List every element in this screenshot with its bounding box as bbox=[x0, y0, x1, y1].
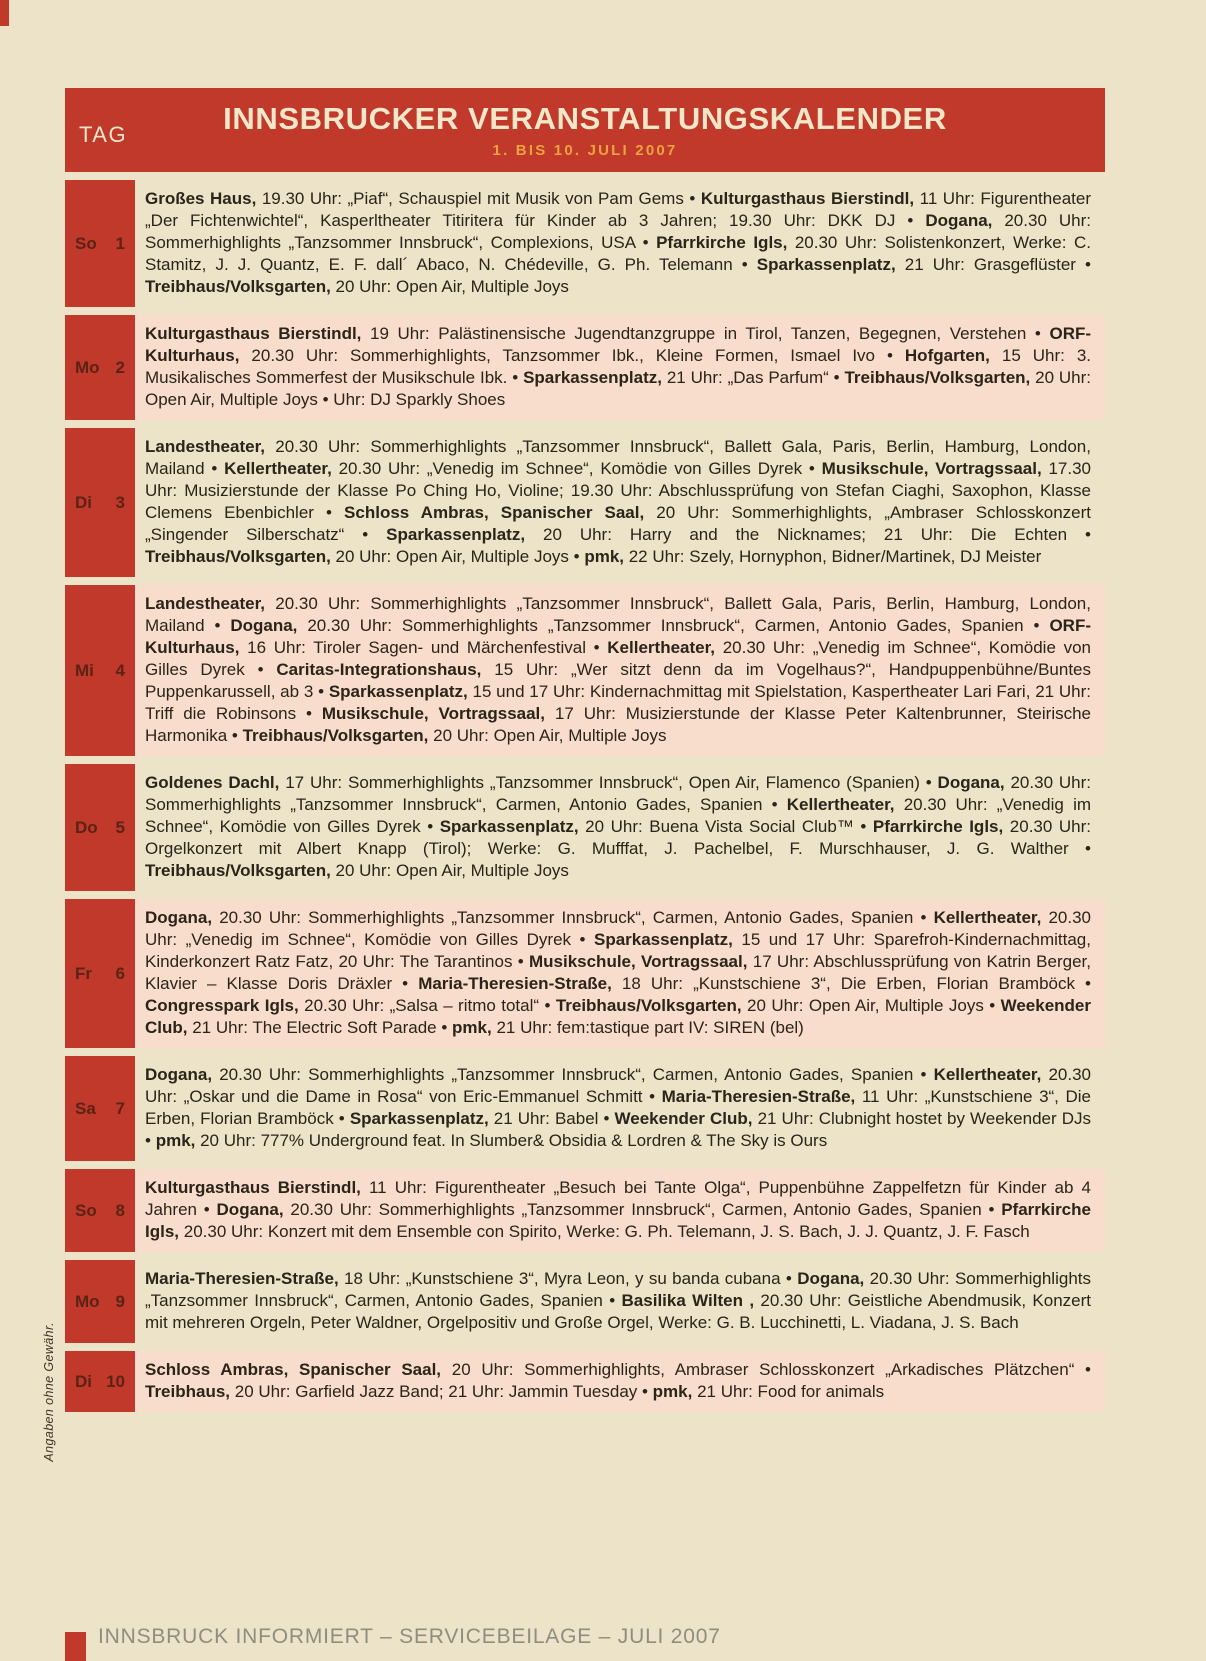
venue-name: Treibhaus, bbox=[145, 1382, 231, 1401]
events-text bbox=[135, 1260, 1105, 1343]
day-abbrev: Mo bbox=[75, 357, 100, 377]
event-details: 20 Uhr: Open Air, Multiple Joys bbox=[330, 277, 569, 296]
venue-name: Sparkassenplatz, bbox=[386, 525, 526, 544]
event-details: 20.30 Uhr: „Venedig im Schnee“, Komödie von Gilles Dyrek • bbox=[331, 459, 822, 478]
venue-name: Treibhaus/Volksgarten, bbox=[145, 547, 331, 566]
venue-name: Sparkassenplatz, bbox=[523, 368, 662, 387]
footer-mark bbox=[65, 1632, 86, 1661]
venue-name: Dogana, bbox=[230, 616, 298, 635]
calendar-rows bbox=[65, 180, 1105, 1412]
venue-name: Treibhaus/Volksgarten, bbox=[145, 861, 331, 880]
venue-name: Kellertheater, bbox=[224, 459, 332, 478]
day-number: 2 bbox=[115, 357, 125, 377]
main-column bbox=[65, 88, 1105, 1412]
day-number: 3 bbox=[115, 492, 125, 512]
event-details: 20 Uhr: Open Air, Multiple Joys • bbox=[741, 996, 1001, 1015]
calendar-row bbox=[65, 315, 1105, 420]
event-details: 20.30 Uhr: Orgelkonzert mit Albert Knapp (Tirol); Werke: G. Mufffat, J. Pachelbel, F. Murschhauser, J. G. Walther • bbox=[145, 817, 1091, 858]
event-details: 20.30 Uhr: „Venedig im Schnee“, Komödie von Gilles Dyrek • bbox=[145, 908, 1092, 949]
venue-name: Kulturgasthaus Bierstindl, bbox=[700, 189, 915, 208]
venue-name: Dogana, bbox=[797, 1269, 865, 1288]
venue-name: Basilika Wilten , bbox=[621, 1291, 755, 1310]
event-details: 18 Uhr: „Kunstschiene 3“, Die Erben, Florian Bramböck • bbox=[611, 974, 1091, 993]
venue-name: pmk, bbox=[584, 547, 624, 566]
event-details: 21 Uhr: Clubnight hostet by Weekender DJs • bbox=[145, 1109, 1092, 1150]
venue-name: Sparkassenplatz, bbox=[349, 1109, 489, 1128]
event-details: 20.30 Uhr: Sommerhighlights „Tanzsommer Innsbruck“, Complexions, USA • bbox=[145, 211, 1091, 252]
day-number: 7 bbox=[115, 1098, 125, 1118]
day-cell bbox=[65, 764, 135, 891]
event-details: 11 Uhr: Figurentheater „Der Fichtenwichtel“, Kasperltheater Titiritera für Kinder ab 3 Jahren; 19.30 Uhr: DKK DJ • bbox=[145, 189, 1091, 230]
event-details: 20.30 Uhr: Sommerhighlights „Tanzsommer Innsbruck“, Carmen, Antonio Gades, Spanien • bbox=[297, 616, 1050, 635]
event-details: 16 Uhr: Tiroler Sagen- und Märchenfestival • bbox=[239, 638, 608, 657]
events-text bbox=[135, 1351, 1105, 1412]
event-details: 20.30 Uhr: „Venedig im Schnee“, Komödie von Gilles Dyrek • bbox=[145, 795, 1092, 836]
tag-label: TAG bbox=[79, 122, 128, 147]
venue-name: Maria-Theresien-Straße, bbox=[661, 1087, 856, 1106]
calendar-row bbox=[65, 1260, 1105, 1343]
day-abbrev: Mo bbox=[75, 1291, 100, 1311]
day-number: 5 bbox=[115, 817, 125, 837]
day-cell bbox=[65, 1056, 135, 1161]
event-details: 15 Uhr: 3. Musikalisches Sommerfest der Musikschule Ibk. • bbox=[145, 346, 1092, 387]
calendar-row bbox=[65, 180, 1105, 307]
day-number: 10 bbox=[106, 1371, 125, 1391]
venue-name: Landestheater, bbox=[145, 594, 265, 613]
event-details: 15 und 17 Uhr: Kindernachmittag mit Spielstation, Kaspertheater Lari Fari, 21 Uhr: Triff die Robinsons • bbox=[145, 682, 1091, 723]
event-details: 20.30 Uhr: Sommerhighlights „Tanzsommer Innsbruck“, Carmen, Antonio Gades, Spanien • bbox=[283, 1200, 1002, 1219]
venue-name: Treibhaus/Volksgarten, bbox=[844, 368, 1031, 387]
day-abbrev: Mi bbox=[75, 660, 94, 680]
events-text bbox=[135, 899, 1105, 1048]
venue-name: Musikschule, Vortragssaal, bbox=[528, 952, 748, 971]
venue-name: Sparkassenplatz, bbox=[593, 930, 733, 949]
venue-name: Pfarrkirche Igls, bbox=[656, 233, 788, 252]
day-cell bbox=[65, 180, 135, 307]
event-details: 21 Uhr: Babel • bbox=[488, 1109, 615, 1128]
event-details: 20 Uhr: Open Air, Multiple Joys bbox=[428, 726, 667, 745]
event-details: 20 Uhr: Open Air, Multiple Joys bbox=[330, 861, 569, 880]
event-details: 20.30 Uhr: Sommerhighlights „Tanzsommer Innsbruck“, Ballett Gala, Paris, Berlin, Hamburg, London, Mailand • bbox=[145, 594, 1091, 635]
event-details: 17 Uhr: Sommerhighlights „Tanzsommer Innsbruck“, Open Air, Flamenco (Spanien) • bbox=[279, 773, 938, 792]
venue-name: Weekender Club, bbox=[145, 996, 1091, 1037]
calendar-row bbox=[65, 764, 1105, 891]
page-title: INNSBRUCKER VERANSTALTUNGSKALENDER bbox=[223, 101, 947, 136]
event-details: 20.30 Uhr: Sommerhighlights „Tanzsommer Innsbruck“, Carmen, Antonio Gades, Spanien • bbox=[145, 773, 1092, 814]
venue-name: Dogana, bbox=[216, 1200, 284, 1219]
day-number: 6 bbox=[115, 963, 125, 983]
day-cell bbox=[65, 428, 135, 577]
event-details: 17 Uhr: Abschlussprüfung von Katrin Berger, Klavier – Klasse Doris Dräxler • bbox=[145, 952, 1091, 993]
day-number: 9 bbox=[115, 1291, 125, 1311]
events-text bbox=[135, 1056, 1105, 1161]
event-details: 19.30 Uhr: „Piaf“, Schauspiel mit Musik von Pam Gems • bbox=[256, 189, 701, 208]
day-abbrev: Di bbox=[75, 1371, 92, 1391]
venue-name: Dogana, bbox=[145, 908, 213, 927]
event-details: 20.30 Uhr: „Venedig im Schnee“, Komödie von Gilles Dyrek • bbox=[145, 638, 1091, 679]
day-abbrev: So bbox=[75, 1200, 97, 1220]
venue-name: Dogana, bbox=[145, 1065, 213, 1084]
venue-name: Sparkassenplatz, bbox=[756, 255, 896, 274]
venue-name: Großes Haus, bbox=[145, 189, 257, 208]
venue-name: Kellertheater, bbox=[933, 908, 1042, 927]
events-text bbox=[135, 428, 1105, 577]
venue-name: Dogana, bbox=[937, 773, 1005, 792]
venue-name: Musikschule, Vortragssaal, bbox=[821, 459, 1042, 478]
venue-name: Goldenes Dachl, bbox=[145, 773, 280, 792]
day-cell bbox=[65, 315, 135, 420]
venue-name: Pfarrkirche Igls, bbox=[145, 1200, 1091, 1241]
day-cell bbox=[65, 1260, 135, 1343]
venue-name: ORF-Kulturhaus, bbox=[145, 324, 1092, 365]
event-details: 20 Uhr: Harry and the Nicknames; 21 Uhr: Die Echten • bbox=[525, 525, 1092, 544]
calendar-row bbox=[65, 1056, 1105, 1161]
venue-name: pmk, bbox=[652, 1382, 693, 1401]
event-details: 20 Uhr: Buena Vista Social Club™ • bbox=[578, 817, 873, 836]
calendar-row bbox=[65, 899, 1105, 1048]
event-details: 20 Uhr: 777% Underground feat. In Slumber& Obsidia & Lordren & The Sky is Ours bbox=[195, 1131, 828, 1150]
venue-name: Dogana, bbox=[925, 211, 993, 230]
event-details: 21 Uhr: The Electric Soft Parade • bbox=[187, 1018, 453, 1037]
event-details: 20.30 Uhr: Sommerhighlights „Tanzsommer Innsbruck“, Carmen, Antonio Gades, Spanien • bbox=[212, 1065, 934, 1084]
event-details: 20 Uhr: Open Air, Multiple Joys • bbox=[330, 547, 585, 566]
venue-name: Sparkassenplatz, bbox=[439, 817, 579, 836]
calendar-header bbox=[65, 88, 1105, 172]
event-details: 20.30 Uhr: Sommerhighlights „Tanzsommer Innsbruck“, Ballett Gala, Paris, Berlin, Hamburg, London, Mailand • bbox=[145, 437, 1091, 478]
day-abbrev: So bbox=[75, 233, 97, 253]
venue-name: Congresspark Igls, bbox=[145, 996, 299, 1015]
event-details: 20.30 Uhr: Geistliche Abendmusik, Konzert mit mehreren Orgeln, Peter Waldner, Orgelpositiv und Große Orgel, Werke: G. B. Lucchinetti, L. Viadana, J. S. Bach bbox=[145, 1291, 1092, 1332]
venue-name: Kulturgasthaus Bierstindl, bbox=[145, 1178, 361, 1197]
event-details: 22 Uhr: Szely, Hornyphon, Bidner/Martinek, DJ Meister bbox=[624, 547, 1042, 566]
event-details: 20.30 Uhr: Konzert mit dem Ensemble con Spirito, Werke: G. Ph. Telemann, J. S. Bach, J. J. Quantz, J. F. Fasch bbox=[179, 1222, 1030, 1241]
event-details: 21 Uhr: „Das Parfum“ • bbox=[661, 368, 845, 387]
event-details: 20.30 Uhr: „Salsa – ritmo total“ • bbox=[298, 996, 556, 1015]
venue-name: Kellertheater, bbox=[933, 1065, 1042, 1084]
event-details: 20 Uhr: Sommerhighlights, Ambraser Schlosskonzert „Arkadisches Plätzchen“ • bbox=[441, 1360, 1092, 1379]
venue-name: Kulturgasthaus Bierstindl, bbox=[145, 324, 362, 343]
calendar-row bbox=[65, 585, 1105, 756]
event-details: 11 Uhr: Figurentheater „Besuch bei Tante Olga“, Puppenbühne Zappelfetzn für Kinder ab 4 Jahren • bbox=[145, 1178, 1091, 1219]
event-details: 19 Uhr: Palästinensische Jugendtanzgruppe in Tirol, Tanzen, Begegnen, Verstehen • bbox=[361, 324, 1050, 343]
venue-name: Schloss Ambras, Spanischer Saal, bbox=[145, 1360, 442, 1379]
date-range: 1. BIS 10. JULI 2007 bbox=[492, 142, 678, 159]
event-details: 15 Uhr: „Wer sitzt denn da im Vogelhaus?“, Handpuppenbühne/Buntes Puppenkarussell, ab 3 • bbox=[145, 660, 1091, 701]
event-details: 17 Uhr: Musizierstunde der Klasse Peter Kaltenbrunner, Steirische Harmonika • bbox=[145, 704, 1092, 745]
event-details: 11 Uhr: „Kunstschiene 3“, Die Erben, Florian Bramböck • bbox=[145, 1087, 1091, 1128]
venue-name: Schloss Ambras, Spanischer Saal, bbox=[344, 503, 645, 522]
day-cell bbox=[65, 899, 135, 1048]
events-text bbox=[135, 764, 1105, 891]
corner-mark bbox=[0, 0, 9, 26]
venue-name: ORF-Kulturhaus, bbox=[145, 616, 1091, 657]
day-abbrev: Sa bbox=[75, 1098, 96, 1118]
venue-name: Caritas-Integrationshaus, bbox=[276, 660, 482, 679]
footer: INNSBRUCK INFORMIERT – SERVICEBEILAGE – JULI 2007 bbox=[98, 1625, 721, 1648]
side-note: Angaben ohne Gewähr. bbox=[42, 1322, 56, 1462]
calendar-row bbox=[65, 428, 1105, 577]
venue-name: Weekender Club, bbox=[614, 1109, 753, 1128]
venue-name: Landestheater, bbox=[145, 437, 265, 456]
event-details: 21 Uhr: Food for animals bbox=[692, 1382, 885, 1401]
day-abbrev: Fr bbox=[75, 963, 92, 983]
event-details: 18 Uhr: „Kunstschiene 3“, Myra Leon, y su banda cubana • bbox=[338, 1269, 798, 1288]
event-details: 20 Uhr: Garfield Jazz Band; 21 Uhr: Jammin Tuesday • bbox=[230, 1382, 653, 1401]
venue-name: Pfarrkirche Igls, bbox=[872, 817, 1004, 836]
event-details: 20.30 Uhr: Sommerhighlights, Tanzsommer Ibk., Kleine Formen, Ismael Ivo • bbox=[239, 346, 905, 365]
events-text bbox=[135, 180, 1105, 307]
event-details: 21 Uhr: Grasgeflüster • bbox=[895, 255, 1091, 274]
events-text bbox=[135, 1169, 1105, 1252]
calendar-row bbox=[65, 1351, 1105, 1412]
venue-name: pmk, bbox=[452, 1018, 492, 1037]
event-details: 20.30 Uhr: Sommerhighlights „Tanzsommer Innsbruck“, Carmen, Antonio Gades, Spanien • bbox=[145, 1269, 1091, 1310]
day-number: 4 bbox=[115, 660, 125, 680]
day-number: 8 bbox=[115, 1200, 125, 1220]
venue-name: Kellertheater, bbox=[607, 638, 716, 657]
event-details: 15 und 17 Uhr: Sparefroh-Kindernachmittag, Kinderkonzert Ratz Fatz, 20 Uhr: The Tarantinos • bbox=[145, 930, 1091, 971]
day-abbrev: Di bbox=[75, 492, 92, 512]
event-details: 17.30 Uhr: Musizierstunde der Klasse Po Ching Ho, Violine; 19.30 Uhr: Abschlussprüfung von Stefan Ciaghi, Saxophon, Klasse Clemens Ebenbichler • bbox=[145, 459, 1092, 522]
events-text bbox=[135, 315, 1105, 420]
event-details: 20 Uhr: Open Air, Multiple Joys • Uhr: DJ Sparkly Shoes bbox=[145, 368, 1091, 409]
day-cell bbox=[65, 585, 135, 756]
venue-name: Maria-Theresien-Straße, bbox=[145, 1269, 339, 1288]
venue-name: Sparkassenplatz, bbox=[328, 682, 468, 701]
venue-name: Treibhaus/Volksgarten, bbox=[145, 277, 331, 296]
venue-name: Musikschule, Vortragssaal, bbox=[321, 704, 546, 723]
venue-name: pmk, bbox=[155, 1131, 196, 1150]
day-cell bbox=[65, 1351, 135, 1412]
event-details: 20.30 Uhr: Solistenkonzert, Werke: C. Stamitz, J. J. Quantz, E. F. dall´ Abaco, N. Chédeville, G. Ph. Telemann • bbox=[145, 233, 1091, 274]
venue-name: Treibhaus/Volksgarten, bbox=[555, 996, 742, 1015]
day-cell bbox=[65, 1169, 135, 1252]
venue-name: Hofgarten, bbox=[904, 346, 990, 365]
venue-name: Maria-Theresien-Straße, bbox=[418, 974, 612, 993]
event-details: 20.30 Uhr: „Oskar und die Dame in Rosa“ von Eric-Emmanuel Schmitt • bbox=[145, 1065, 1092, 1106]
venue-name: Kellertheater, bbox=[786, 795, 895, 814]
day-number: 1 bbox=[115, 233, 125, 253]
event-details: 20.30 Uhr: Sommerhighlights „Tanzsommer Innsbruck“, Carmen, Antonio Gades, Spanien • bbox=[212, 908, 934, 927]
event-details: 21 Uhr: fem:tastique part IV: SIREN (bel) bbox=[491, 1018, 804, 1037]
venue-name: Treibhaus/Volksgarten, bbox=[242, 726, 429, 745]
calendar-row bbox=[65, 1169, 1105, 1252]
day-abbrev: Do bbox=[75, 817, 98, 837]
events-text bbox=[135, 585, 1105, 756]
event-details: 20 Uhr: Sommerhighlights, „Ambraser Schlosskonzert „Singender Silberschatz“ • bbox=[145, 503, 1091, 544]
